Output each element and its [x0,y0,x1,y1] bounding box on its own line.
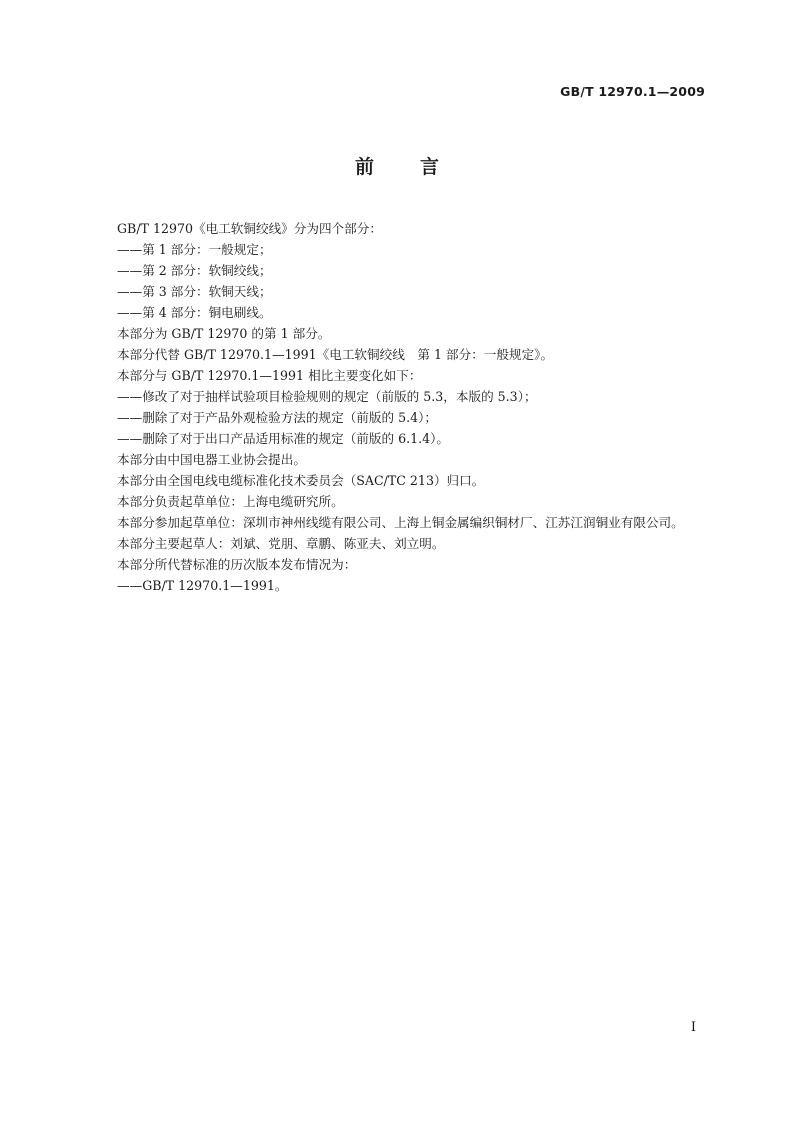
list-item-history-1: ——GB/T 12970.1—1991。 [117,578,288,593]
paragraph-changes-intro: 本部分与 GB/T 12970.1—1991 相比主要变化如下： [117,368,422,383]
paragraph-parts-intro: GB/T 12970《电工软铜绞线》分为四个部分： [117,221,382,236]
page-title: 前言 [354,156,485,178]
list-item-part-3: ——第 3 部分：软铜天线； [117,284,272,299]
foreword-body [89,218,706,596]
paragraph-participating-units: 本部分参加起草单位：深圳市神州线缆有限公司、上海上铜金属编织铜材厂、江苏江润铜业有限公司。 [117,515,684,530]
paragraph-drafters: 本部分主要起草人：刘斌、党朋、章鹏、陈亚夫、刘立明。 [117,536,445,551]
page-number: I [690,1020,696,1035]
list-item-part-1: ——第 1 部分：一般规定； [117,242,272,257]
list-item-part-2: ——第 2 部分：软铜绞线； [117,263,272,278]
paragraph-centralized-by: 本部分由全国电线电缆标准化技术委员会（SAC/TC 213）归口。 [117,473,485,488]
paragraph-replaces: 本部分代替 GB/T 12970.1—1991《电工软铜绞线 第 1 部分：一般规定》。 [117,347,554,362]
standard-number: GB/T 12970.1—2009 [560,84,705,99]
paragraph-drafting-unit: 本部分负责起草单位：上海电缆研究所。 [117,494,344,509]
list-item-part-4: ——第 4 部分：铜电刷线。 [117,305,272,320]
list-item-change-2: ——删除了对于产品外观检验方法的规定（前版的 5.4）； [117,410,437,425]
paragraph-history-intro: 本部分所代替标准的历次版本发布情况为： [117,557,357,572]
paragraph-this-part: 本部分为 GB/T 12970 的第 1 部分。 [117,326,331,341]
list-item-change-3: ——删除了对于出口产品适用标准的规定（前版的 6.1.4）。 [117,431,449,446]
paragraph-proposed-by: 本部分由中国电器工业协会提出。 [117,452,306,467]
list-item-change-1: ——修改了对于抽样试验项目检验规则的规定（前版的 5.3，本版的 5.3）； [117,389,537,404]
